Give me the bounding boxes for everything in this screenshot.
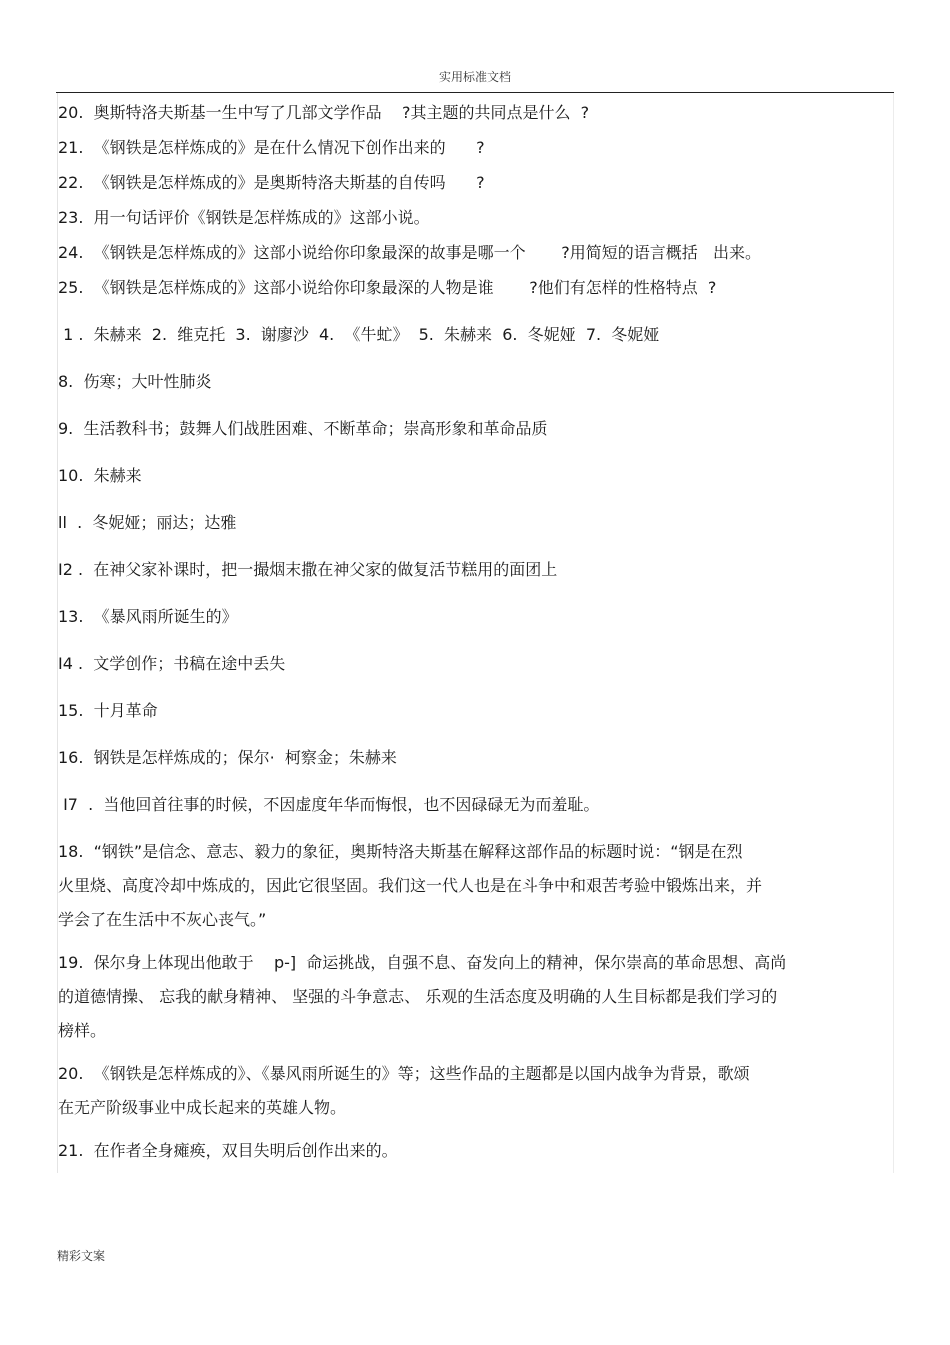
answer-line: 在无产阶级事业中成长起来的英雄人物。 <box>58 1098 347 1117</box>
answer-line: 学会了在生活中不灰心丧气。” <box>58 910 267 929</box>
answer-item-multiline <box>58 1057 878 1125</box>
answer-item: I7 . 当他回首往事的时候，不因虚度年华而悔恨，也不因碌碌无为而羞耻。 <box>58 795 600 814</box>
right-margin-line <box>893 93 894 1173</box>
answer-line: 的道德情操、 忘我的献身精神、 坚强的斗争意志、 乐观的生活态度及明确的人生目标都是我们学习的 <box>58 987 778 1006</box>
answer-line: 榜样。 <box>58 1021 107 1040</box>
answers-section <box>58 322 878 1164</box>
page-footer-label: 精彩文案 <box>57 1249 106 1263</box>
answer-line: 18. “钢铁”是信念、意志、毅力的象征，奥斯特洛夫斯基在解释这部作品的标题时说：“钢是在烈 <box>58 842 743 861</box>
questions-section <box>58 100 878 310</box>
document-body <box>58 100 878 1185</box>
answer-item: 1 . 朱赫来 2. 维克托 3. 谢廖沙 4. 《牛虻》 5. 朱赫来 6. 冬妮娅 7. 冬妮娅 <box>58 325 660 344</box>
answer-item: 10. 朱赫来 <box>58 466 142 485</box>
question-item: 20. 奥斯特洛夫斯基一生中写了几部文学作品 ?其主题的共同点是什么 ? <box>58 103 590 122</box>
answer-item: 16. 钢铁是怎样炼成的；保尔· 柯察金；朱赫来 <box>58 748 397 767</box>
question-item: 25. 《钢铁是怎样炼成的》这部小说给你印象最深的人物是谁 ?他们有怎样的性格特点 ? <box>58 278 717 297</box>
answer-item: 8. 伤寒；大叶性肺炎 <box>58 372 212 391</box>
answer-item-multiline <box>58 835 878 937</box>
answer-line: 20. 《钢铁是怎样炼成的》、《暴风雨所诞生的》等；这些作品的主题都是以国内战争为背景，歌颂 <box>58 1064 750 1083</box>
question-item: 21. 《钢铁是怎样炼成的》是在什么情况下创作出来的 ? <box>58 138 485 157</box>
answer-item: I4 . 文学创作；书稿在途中丢失 <box>58 654 286 673</box>
answer-item-multiline <box>58 946 878 1048</box>
question-item: 23. 用一句话评价《钢铁是怎样炼成的》这部小说。 <box>58 208 430 227</box>
question-item: 22. 《钢铁是怎样炼成的》是奥斯特洛夫斯基的自传吗 ? <box>58 173 485 192</box>
question-item: 24. 《钢铁是怎样炼成的》这部小说给你印象最深的故事是哪一个 ?用简短的语言概括 出来。 <box>58 243 761 262</box>
page-header-title: 实用标准文档 <box>438 70 511 84</box>
answer-item: 21. 在作者全身瘫痪，双目失明后创作出来的。 <box>58 1141 398 1160</box>
answer-item: I2 . 在神父家补课时，把一撮烟末撒在神父家的做复活节糕用的面团上 <box>58 560 558 579</box>
answer-item: 13. 《暴风雨所诞生的》 <box>58 607 238 626</box>
answer-line: 火里烧、高度冷却中炼成的，因此它很坚固。我们这一代人也是在斗争中和艰苦考验中锻炼出来，并 <box>58 876 763 895</box>
answer-item: 15. 十月革命 <box>58 701 158 720</box>
header-divider <box>56 92 894 93</box>
answer-item: ll . 冬妮娅；丽达；达雅 <box>58 513 237 532</box>
answer-item: 9. 生活教科书；鼓舞人们战胜困难、不断革命；崇高形象和革命品质 <box>58 419 548 438</box>
answer-line: 19. 保尔身上体现出他敢于 p-] 命运挑战，自强不息、奋发向上的精神，保尔崇高的革命思想、高尚 <box>58 953 787 972</box>
